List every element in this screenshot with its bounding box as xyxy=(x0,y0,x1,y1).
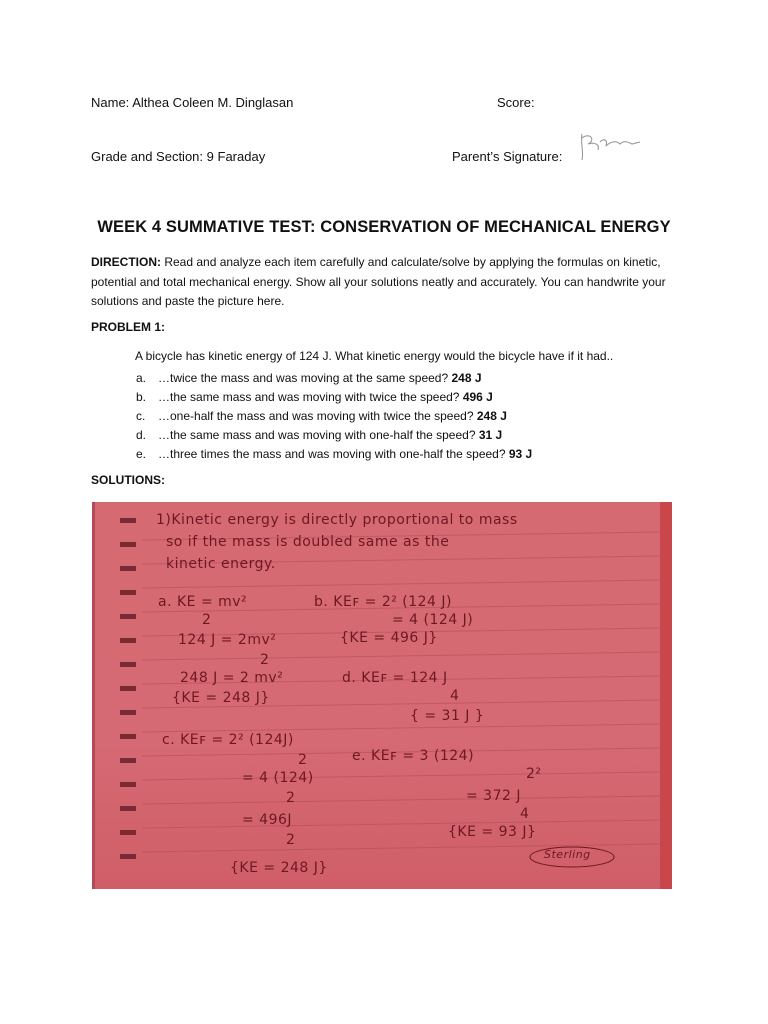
grade-label: Grade and Section: xyxy=(91,149,204,164)
direction-paragraph xyxy=(91,253,671,312)
handwritten-text: = 496J xyxy=(242,812,293,828)
handwritten-text: 248 J = 2 mv² xyxy=(180,670,284,686)
problem-item-list xyxy=(136,369,532,464)
photo-edge xyxy=(660,502,672,889)
list-item: a. …twice the mass and was moving at the same speed? 248 J xyxy=(136,371,482,385)
handwritten-text: 2 xyxy=(298,752,308,768)
handwritten-text: d. KEꜰ = 124 J xyxy=(342,670,448,686)
name-field xyxy=(91,95,293,110)
handwritten-text: 1)Kinetic energy is directly proportional to mass xyxy=(156,512,518,528)
answer: 93 J xyxy=(508,447,533,461)
handwritten-text: 2 xyxy=(202,612,212,628)
handwritten-text: = 372 J xyxy=(466,788,521,804)
handwritten-text: {KE = 496 J} xyxy=(340,630,438,646)
list-item: b. …the same mass and was moving with twice the speed? 496 J xyxy=(136,390,493,404)
name-label: Name: xyxy=(91,95,130,110)
handwritten-text: a. KE = mv² xyxy=(158,594,248,610)
signature-label: Parent’s Signature: xyxy=(452,149,563,164)
handwritten-text: 124 J = 2mv² xyxy=(178,632,277,648)
handwritten-text: {KE = 248 J} xyxy=(172,690,270,706)
handwritten-text: kinetic energy. xyxy=(166,556,276,572)
direction-text: Read and analyze each item carefully and calculate/solve by applying the formulas on kinetic, potential and total mechanical energy. Show all your solutions neatly and accurately. You can handwrite your solutions and paste the picture here. xyxy=(91,255,666,308)
handwritten-text: 2 xyxy=(260,652,270,668)
problem-intro: A bicycle has kinetic energy of 124 J. What kinetic energy would the bicycle have if it had.. xyxy=(135,349,614,363)
name-value: Althea Coleen M. Dinglasan xyxy=(132,95,294,110)
list-item: c. …one-half the mass and was moving with twice the speed? 248 J xyxy=(136,409,507,423)
list-item: e. …three times the mass and was moving with one-half the speed? 93 J xyxy=(136,447,533,461)
handwritten-text: = 4 (124) xyxy=(242,770,314,786)
handwritten-text: 4 xyxy=(450,688,460,704)
direction-label: DIRECTION: xyxy=(91,255,161,269)
page-title: WEEK 4 SUMMATIVE TEST: CONSERVATION OF MECHANICAL ENERGY xyxy=(97,218,671,236)
handwritten-text: { = 31 J } xyxy=(410,708,485,724)
answer: 248 J xyxy=(476,409,507,423)
handwritten-text: c. KEꜰ = 2² (124J) xyxy=(162,732,294,748)
score-label: Score: xyxy=(497,95,535,110)
handwritten-text: {KE = 248 J} xyxy=(230,860,328,876)
grade-value: 9 Faraday xyxy=(206,149,266,164)
answer: 31 J xyxy=(478,428,503,442)
list-item: d. …the same mass and was moving with one-half the speed? 31 J xyxy=(136,428,503,442)
problem-heading: PROBLEM 1: xyxy=(91,320,166,334)
handwritten-text: 2 xyxy=(286,832,296,848)
parent-signature-image xyxy=(570,128,662,168)
handwritten-text: = 4 (124 J) xyxy=(392,612,474,628)
solutions-heading: SOLUTIONS: xyxy=(91,473,165,487)
handwritten-text: e. KEꜰ = 3 (124) xyxy=(352,748,475,764)
handwritten-text: 2 xyxy=(286,790,296,806)
answer: 496 J xyxy=(462,390,493,404)
solution-photo xyxy=(92,502,672,889)
notebook-brand: Sterling xyxy=(544,848,591,861)
grade-section-field xyxy=(91,149,265,164)
handwritten-text: 4 xyxy=(520,806,530,822)
handwritten-text: {KE = 93 J} xyxy=(448,824,537,840)
handwritten-text: 2² xyxy=(526,766,542,782)
answer: 248 J xyxy=(451,371,482,385)
handwritten-text: so if the mass is doubled same as the xyxy=(166,534,450,550)
spiral-binding xyxy=(120,518,136,859)
handwritten-text: b. KEꜰ = 2² (124 J) xyxy=(314,594,453,610)
